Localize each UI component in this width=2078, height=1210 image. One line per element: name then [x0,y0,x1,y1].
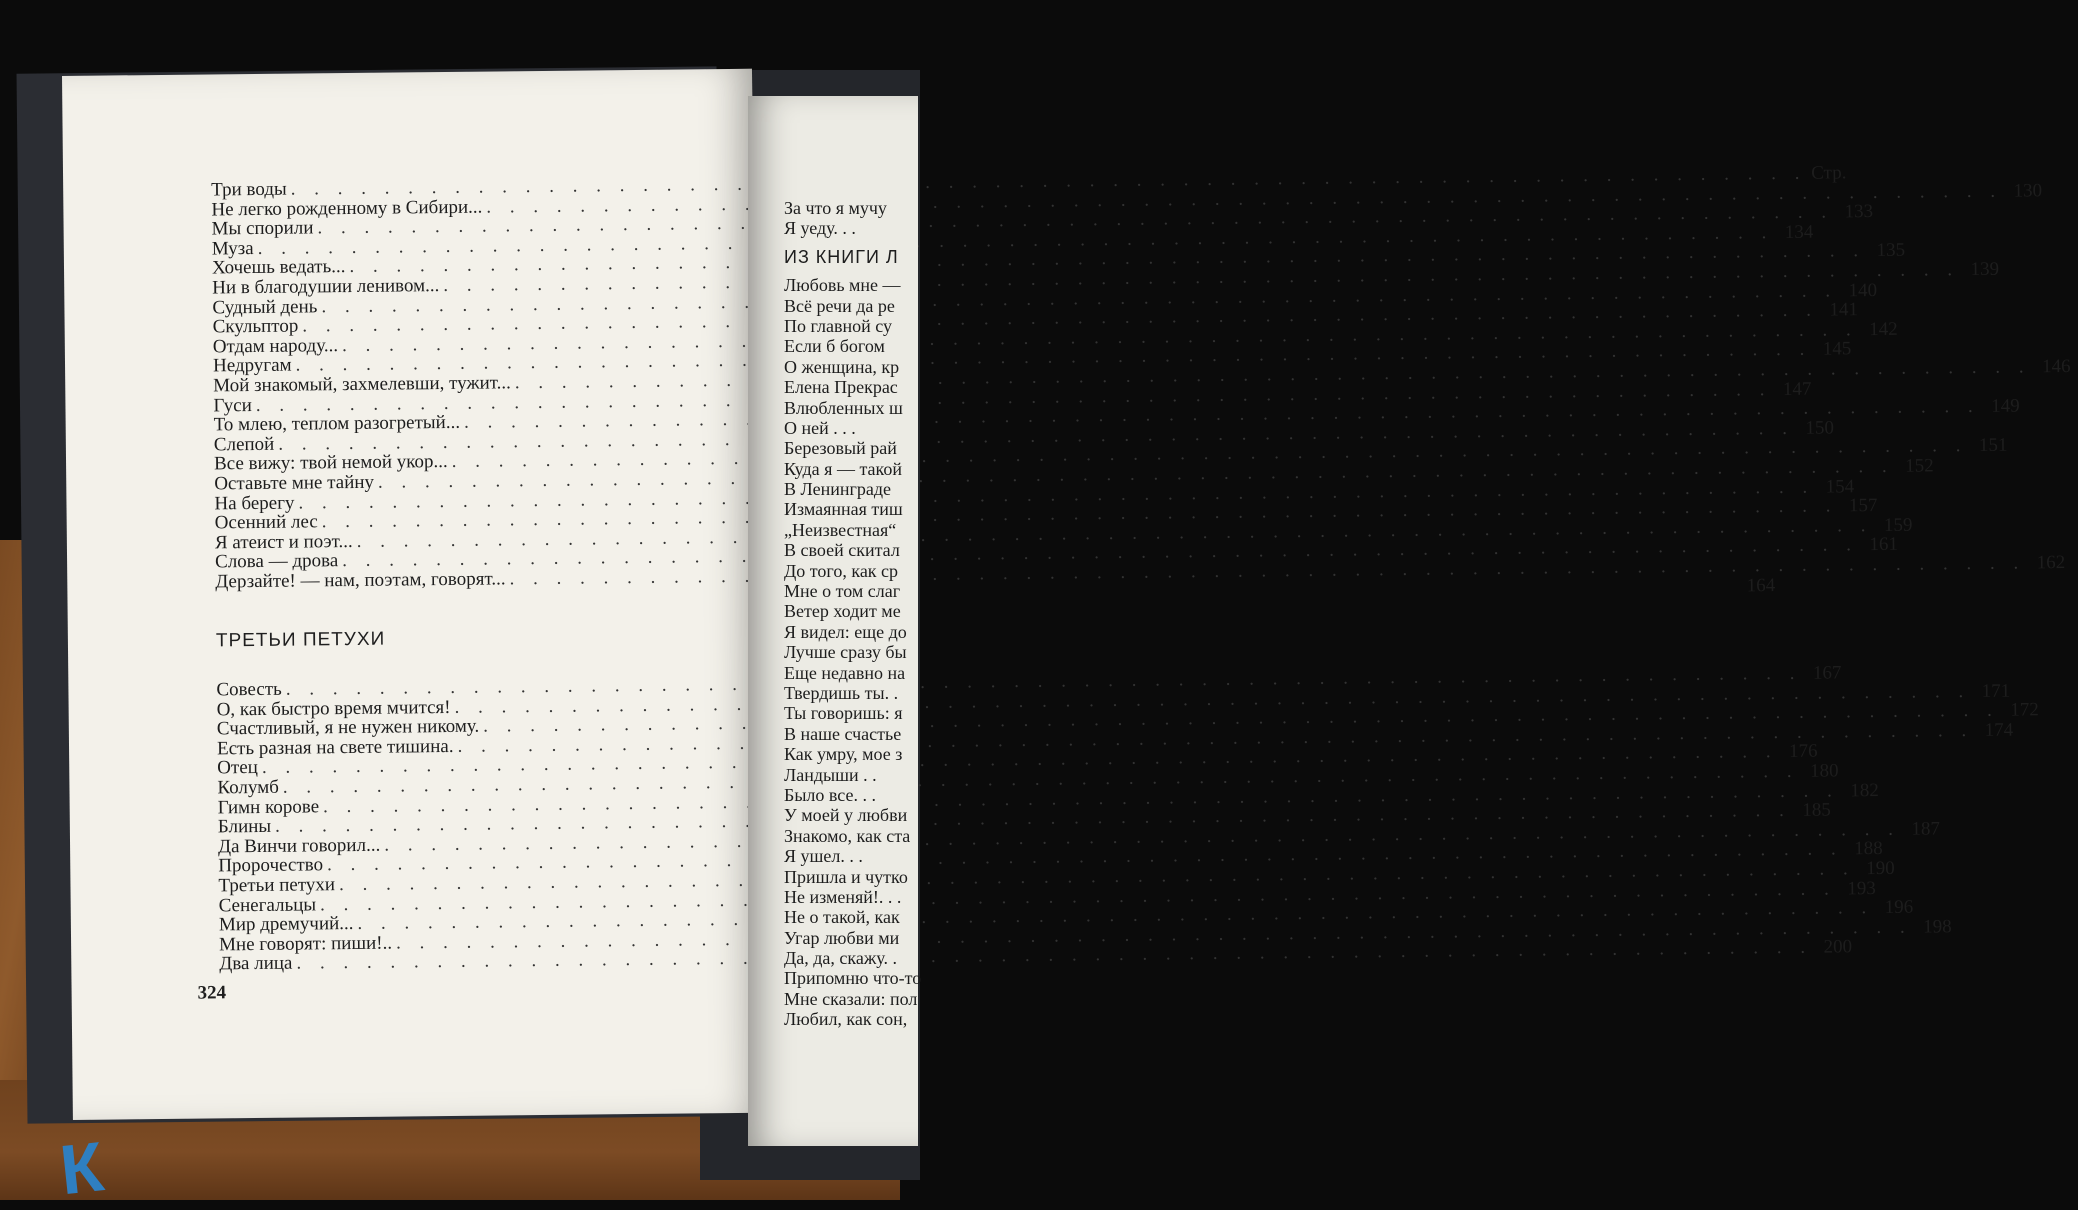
toc-entry-title: Слепой [213,433,275,456]
toc-entry-title: Судный день [212,295,318,319]
toc-entry-page: 188 [1854,838,1883,860]
toc-entry-page: 149 [1991,395,2020,418]
right-page-line: Ландыши . . [784,764,877,785]
section-heading: ТРЕТЬИ ПЕТУХИ [215,628,386,652]
toc-entry-title: Два лица [219,953,293,975]
right-page-line: Да, да, скажу. . [784,948,898,969]
right-page-line: Любил, как сон, [784,1009,908,1030]
right-page-line: До того, как ср [784,560,899,581]
toc-entry-page: 141 [1829,299,1859,321]
toc-entry-title: Мы спорили [211,217,314,240]
toc-entry-page: 193 [1847,877,1876,899]
toc-entry-page: 145 [1822,338,1852,360]
toc-entry-title: Сенегальцы [218,893,317,916]
right-page-line: Елена Прекрас [784,377,898,398]
toc-entry-title: Слова — дрова [214,550,339,573]
toc-entry-title: Мир дремучий... [218,913,354,936]
right-page-line: Березовый рай [784,438,897,459]
toc-entry-page: 182 [1850,779,1879,801]
toc-entry-title: Три воды [211,178,287,201]
toc-entry-page: 154 [1825,475,1855,498]
toc-entry-page: 176 [1788,741,1818,763]
right-page-line: Мне о том слаг [784,581,901,602]
right-page-line: „Неизвестная“ [784,519,897,540]
toc-entry-title: Хочешь ведать... [211,256,346,279]
toc-entry-page: 133 [1844,201,1874,223]
toc-entry-title: О, как быстро время мчится! [216,696,451,721]
right-page-line: Куда я — такой [784,458,902,479]
toc-entry-page: 152 [1905,455,1934,477]
toc-entry-page: 150 [1805,417,1835,439]
toc-entry-page: 162 [2036,552,2066,574]
toc-entry-page: 172 [2010,699,2039,721]
page-number: 324 [197,982,227,1004]
toc-entry-page: 200 [1823,936,1853,958]
right-page-line: Лучше сразу бы [784,642,907,663]
toc-entry-page: 161 [1869,534,1899,556]
right-page-text [784,198,921,1030]
toc-entry-title: Есть разная на свете тишина. [216,735,454,760]
right-page-line: Пришла и чутко [784,866,908,887]
right-page-line: Ты говоришь: я [784,703,903,724]
toc-entry-title: Все вижу: твой немой укор... [213,451,448,475]
toc-entry-title: Недругам [212,355,292,377]
toc-entry-title: Не легко рожденному в Сибири... [211,196,483,221]
toc-entry-page: 171 [1981,680,2011,702]
right-page-line: В наше счастье [784,723,902,744]
toc-entry-title: Совесть [216,678,282,701]
right-page-line: В Ленинграде [784,479,891,500]
right-page-line: Я ушел. . . [784,846,863,867]
toc-entry-title: Я атеист и поэт... [214,530,353,554]
toc-entry-title: Гимн корове [217,795,320,819]
right-page-line: Всё речи да ре [784,295,895,316]
right-page-line: Измаянная тиш [784,499,903,520]
toc-entry-title: Блины [217,816,272,838]
toc-entry-page: 140 [1848,279,1878,301]
right-page-line: Припомню что-то [784,968,922,989]
toc-entry-title: Колумб [217,776,279,799]
toc-entry-title: На берегу [214,492,295,515]
toc-entry-page: 147 [1782,378,1812,400]
toc-entry-title: Осенний лес [214,511,318,534]
toc-entry-page: 174 [1984,719,2014,741]
toc-entry-title: Гуси [213,394,252,417]
toc-entry-page: 190 [1866,857,1895,880]
right-page-line: Ветер ходит ме [784,601,901,622]
right-page-line: Если б богом [784,336,885,357]
toc-entry-title: Пророчество [218,854,324,877]
toc-entry-title: Ни в благодушии ленивом... [212,275,440,299]
right-page-line: О женщина, кр [784,356,900,377]
toc-page-header: Стр. [1811,162,1847,184]
right-page-line: Не изменяй!. . . [784,886,902,907]
toc-entry-page: 185 [1802,799,1831,822]
right-page-line: Мне сказали: пол [784,988,918,1009]
toc-entry-page: 196 [1884,896,1914,919]
right-page-line: Как умру, мое з [784,744,903,765]
right-page-line: По главной су [784,315,892,336]
toc-entry-page: 151 [1978,435,2008,457]
toc-entry-title: Оставьте мне тайну [214,471,375,495]
toc-entry-page: 135 [1876,240,1906,262]
right-page-line: Я видел: еще до [784,621,907,642]
toc-entry-page: 142 [1869,318,1898,340]
right-page-line: Не о такой, как [784,907,900,928]
toc-entry-title: Третьи петухи [218,874,336,897]
toc-entry-page: 134 [1784,221,1814,243]
toc-entry-title: Счастливый, я не нужен никому. [216,715,480,740]
right-page-line: Было все. . . [784,784,877,805]
toc-entry-page: 157 [1848,495,1878,517]
right-page-line: Я уеду. . . [784,218,856,239]
right-page-line: За что я мучу [784,198,887,218]
right-page-line: О ней . . . [784,417,856,438]
toc-entry-title: Мне говорят: пиши!.. [218,932,393,956]
toc-entry-page: 130 [2013,179,2043,202]
toc-entry-title: Муза [211,237,254,260]
right-page-line: Угар любви ми [784,927,900,948]
right-page-heading: ИЗ КНИГИ Л [784,246,899,267]
toc-entry-title: Дерзайте! — нам, поэтам, говорят... [215,568,506,593]
toc-entry-page: 139 [1970,258,2000,281]
toc-entry-page: 167 [1812,662,1842,684]
toc-entry-page: 159 [1883,514,1913,536]
toc-entry-page: 164 [1746,574,1776,596]
toc-entry-page: 187 [1911,818,1941,840]
toc-entry-page: 198 [1923,916,1952,938]
toc-entry-title: То млею, теплом разогретый... [213,412,461,436]
right-page-line: Твердишь ты. . [784,682,899,703]
toc-entry-page: 180 [1809,760,1839,782]
toc-entry-title: Мой знакомый, захмелевши, тужит... [213,372,511,397]
right-page [748,96,922,1146]
right-page-line: Любовь мне — [784,275,901,296]
right-page-line: У моей у любви [784,805,908,826]
right-page-line: Знакомо, как ста [784,825,911,846]
toc-entry-title: Отдам народу... [212,334,339,358]
toc-entry-title: Да Винчи говорил... [217,834,381,858]
toc-entry-page: 146 [2041,355,2071,378]
right-page-line: Еще недавно на [784,662,906,683]
sticker-fragment: К [56,1126,118,1210]
right-page-line: В своей скитал [784,540,900,561]
toc-entry-title: Скульптор [212,315,299,338]
right-page-line: Влюбленных ш [784,397,903,418]
toc-entry-title: Отец [217,757,259,779]
